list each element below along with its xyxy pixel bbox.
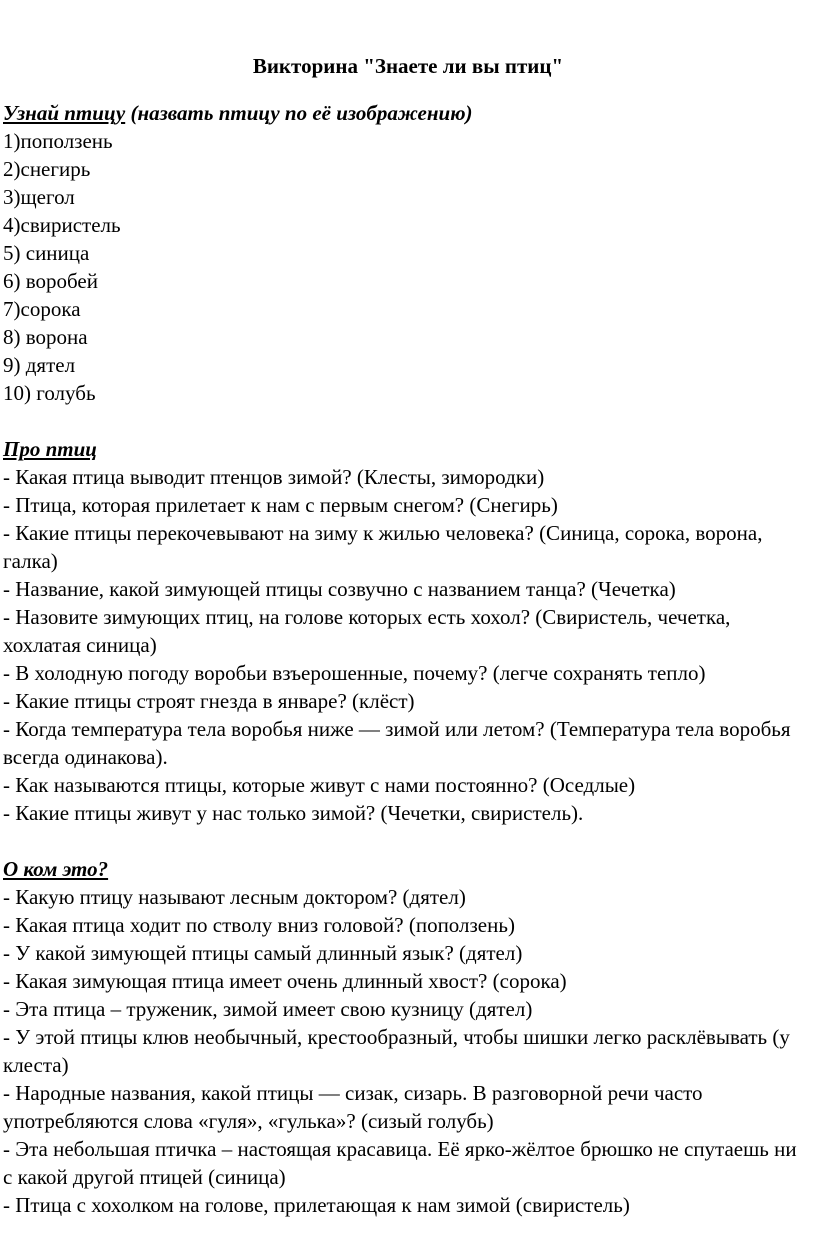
list-item: 6) воробей	[3, 269, 98, 293]
list-item: 2)снегирь	[3, 157, 91, 181]
document-content	[3, 99, 809, 1219]
question-item: - Эта птица – труженик, зимой имеет свою кузницу (дятел)	[3, 997, 533, 1021]
question-item: - Птица, которая прилетает к нам с первым снегом? (Снегирь)	[3, 493, 558, 517]
question-item: - Птица с хохолком на голове, прилетающая к нам зимой (свиристель)	[3, 1193, 630, 1217]
list-item: 9) дятел	[3, 353, 76, 377]
question-item: - Когда температура тела воробья ниже — зимой или летом? (Температура тела воробья всегда одинакова).	[3, 717, 791, 769]
list-item: 7)сорока	[3, 297, 81, 321]
question-item: - Какая птица выводит птенцов зимой? (Клесты, зимородки)	[3, 465, 545, 489]
section-heading-rest: (назвать птицу по её изображению)	[125, 101, 473, 125]
question-item: - Народные названия, какой птицы — сизак, сизарь. В разговорной речи часто употребляются слова «гуля», «гулька»? (сизый голубь)	[3, 1081, 703, 1133]
question-item: - Какие птицы перекочевывают на зиму к жилью человека? (Синица, сорока, ворона, галка)	[3, 521, 763, 573]
section-heading-underlined: Про птиц	[3, 437, 97, 461]
section-heading-underlined: О ком это?	[3, 857, 109, 881]
question-item: - Какие птицы живут у нас только зимой? (Чечетки, свиристель).	[3, 801, 584, 825]
question-item: - Назовите зимующих птиц, на голове которых есть хохол? (Свиристель, чечетка, хохлатая синица)	[3, 605, 731, 657]
document-title: Викторина "Знаете ли вы птиц"	[252, 54, 564, 78]
section-spacer	[3, 407, 809, 435]
section-heading-recognize-bird	[3, 99, 809, 127]
bird-name-list	[3, 127, 809, 407]
question-item: - Какие птицы строят гнезда в январе? (клёст)	[3, 689, 415, 713]
question-item: - У этой птицы клюв необычный, крестообразный, чтобы шишки легко расклёвывать (у клеста)	[3, 1025, 790, 1077]
list-item: 4)свиристель	[3, 213, 121, 237]
question-item: - В холодную погоду воробьи взъерошенные, почему? (легче сохранять тепло)	[3, 661, 706, 685]
list-item: 10) голубь	[3, 381, 96, 405]
list-item: 1)поползень	[3, 129, 113, 153]
section-heading-underlined: Узнай птицу	[3, 101, 126, 125]
question-item: - Эта небольшая птичка – настоящая красавица. Её ярко-жёлтое брюшко не спутаешь ни с какой другой птицей (синица)	[3, 1137, 797, 1189]
section-heading-about-birds	[3, 435, 809, 463]
who-is-it-questions	[3, 883, 809, 1219]
question-item: - Какая птица ходит по стволу вниз головой? (поползень)	[3, 913, 515, 937]
section-spacer	[3, 827, 809, 855]
question-item: - Как называются птицы, которые живут с нами постоянно? (Оседлые)	[3, 773, 636, 797]
question-item: - Название, какой зимующей птицы созвучно с названием танца? (Чечетка)	[3, 577, 676, 601]
question-item: - У какой зимующей птицы самый длинный язык? (дятел)	[3, 941, 523, 965]
question-item: - Какую птицу называют лесным доктором? (дятел)	[3, 885, 466, 909]
section-heading-who-is-it	[3, 855, 809, 883]
list-item: 3)щегол	[3, 185, 75, 209]
question-item: - Какая зимующая птица имеет очень длинный хвост? (сорока)	[3, 969, 567, 993]
list-item: 5) синица	[3, 241, 90, 265]
about-birds-questions	[3, 463, 809, 827]
list-item: 8) ворона	[3, 325, 88, 349]
